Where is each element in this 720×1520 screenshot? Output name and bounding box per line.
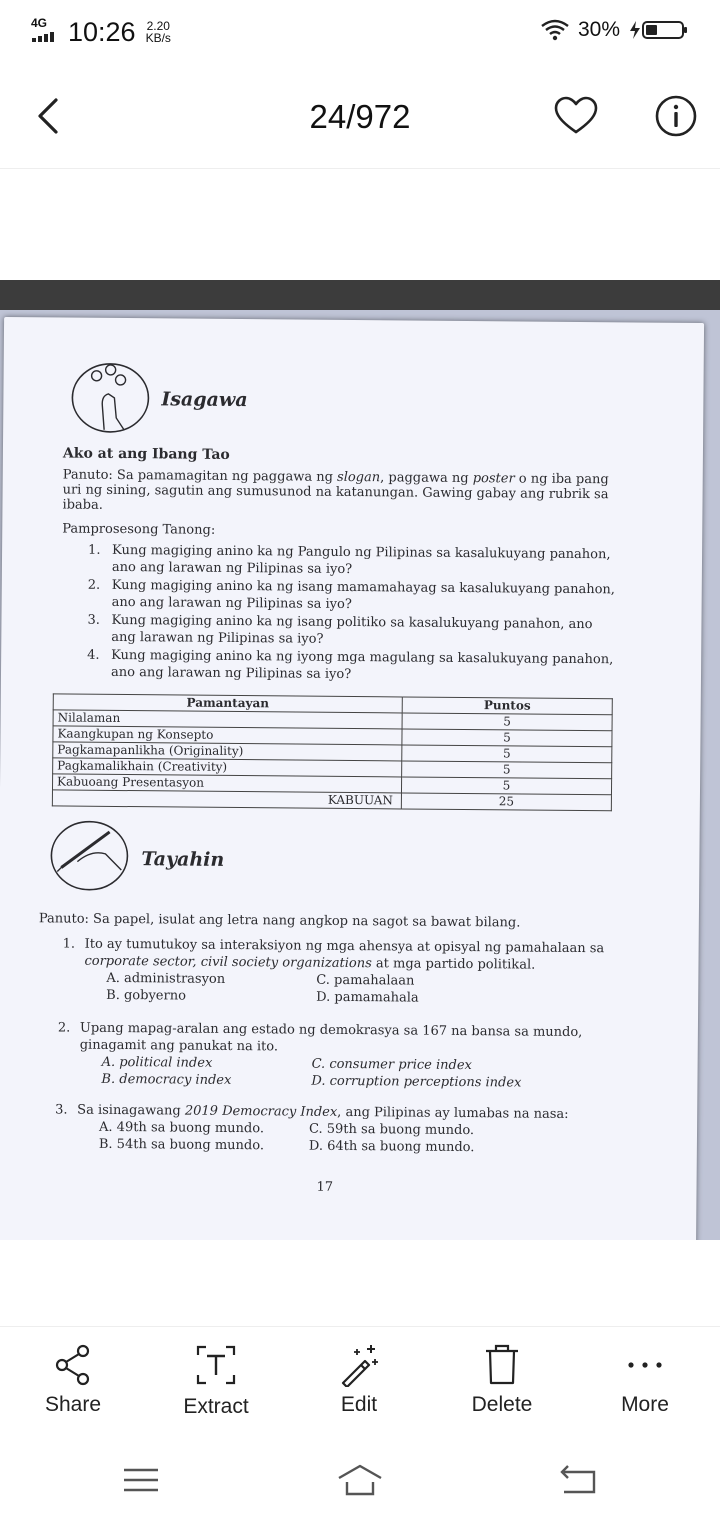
home-icon[interactable] (335, 1462, 385, 1498)
question-item: 1. Kung magiging anino ka ng Pangulo ng Pilipinas sa kasalukuyang panahon, ano ang larawan ng Pilipinas sa iyo? (88, 542, 611, 578)
edit-button[interactable] (304, 1343, 414, 1417)
choice-d: D. 64th sa buong mundo. (308, 1138, 475, 1156)
choice-b: B. democracy index (101, 1071, 232, 1088)
action-toolbar (0, 1326, 720, 1437)
network-type: 4G (31, 16, 48, 30)
trash-icon (482, 1343, 522, 1387)
status-bar (0, 0, 720, 64)
choice-b: B. gobyerno (106, 987, 187, 1004)
favorite-heart-icon[interactable] (554, 96, 598, 136)
share-button[interactable] (18, 1343, 128, 1417)
choice-c: C. consumer price index (311, 1056, 472, 1074)
system-navigation-bar (0, 1440, 720, 1520)
table-row: Kabuoang Presentasyon 5 (52, 774, 611, 795)
status-right (540, 18, 690, 42)
battery-icon (628, 19, 690, 41)
question-item: 2. Kung magiging anino ka ng isang mamamahayag sa kasalukuyang panahon, ano ang larawan ng Pilipinas sa iyo? (87, 577, 616, 613)
edit-label: Edit (340, 1393, 378, 1416)
rubric-col-points: Puntos (402, 697, 612, 715)
more-label: More (621, 1393, 669, 1416)
choice-c: C. 59th sa buong mundo. (308, 1121, 475, 1139)
choice-a: A. administrasyon (106, 970, 226, 987)
choice-d: D. corruption perceptions index (311, 1073, 522, 1091)
speed-value: 2.20 (146, 19, 170, 33)
page-number: 17 (316, 1179, 334, 1195)
isagawa-instruction: Panuto: Sa pamamagitan ng paggawa ng slogan, paggawa ng poster o ng iba pang uri ng sining, sagutin ang sumusunod na katanungan. Gawing gabay ang rubrik sa ibaba. (62, 467, 609, 513)
activity-title: Ako at ang Ibang Tao (62, 445, 230, 463)
rubric-total-row: KABUUAN 25 (52, 790, 611, 811)
hand-with-gears-icon (68, 358, 157, 435)
choice-d: D. pamamahala (316, 989, 419, 1006)
signal-icon (30, 16, 60, 46)
question-3: 3. Sa isinagawang 2019 Democracy Index, ang Pilipinas ay lumabas na nasa: A. 49th sa buong mundo. C. 59th sa buong mundo. B. 54th sa buong mundo. D. 64th sa buong mundo. (55, 1102, 569, 1156)
tayahin-instruction: Panuto: Sa papel, isulat ang letra nang angkop na sagot sa bawat bilang. (38, 911, 521, 931)
menu-icon[interactable] (116, 1462, 166, 1498)
choice-a: A. political index (101, 1054, 213, 1071)
table-row: Kaangkupan ng Konsepto 5 (53, 726, 612, 747)
wifi-icon (540, 19, 570, 41)
battery-percent: 30% (577, 18, 620, 41)
choice-a: A. 49th sa buong mundo. (98, 1119, 265, 1137)
choice-c: C. pamahalaan (316, 972, 415, 989)
magic-wand-icon (337, 1343, 381, 1387)
viewer-header (0, 64, 720, 169)
share-label: Share (44, 1393, 102, 1416)
question-item: 3. Kung magiging anino ka ng isang politiko sa kasalukuyang panahon, ano ang larawan ng Pilipinas sa iyo? (87, 612, 593, 647)
choice-b: B. 54th sa buong mundo. (98, 1136, 265, 1154)
question-item: 4. Kung magiging anino ka ng iyong mga magulang sa kasalukuyang panahon, ano ang larawan ng Pilipinas sa iyo? (87, 647, 614, 683)
speed-unit: KB/s (145, 31, 171, 45)
question-2: 2. Upang mapag-aralan ang estado ng demokrasya sa 167 na bansa sa mundo, ginagamit ang panukat na ito. A. political index C. consumer price index B. democracy index D. corruption perceptions index (57, 1020, 583, 1091)
process-questions (87, 542, 618, 687)
hand-writing-icon (47, 817, 136, 894)
delete-button[interactable] (447, 1343, 557, 1417)
questions-label: Pamprosesong Tanong: (62, 521, 216, 538)
more-button[interactable] (590, 1343, 700, 1417)
info-icon[interactable] (654, 94, 698, 138)
table-row: Pagkamapanlikha (Originality) 5 (53, 742, 612, 763)
table-row: Nilalaman 5 (53, 710, 612, 731)
more-dots-icon (625, 1343, 665, 1387)
section-title-tayahin: Tayahin (141, 848, 225, 871)
clock: 10:26 (68, 17, 136, 47)
section-title-isagawa: Isagawa (161, 388, 248, 412)
extract-text-icon (194, 1343, 238, 1387)
share-icon (53, 1343, 93, 1387)
delete-label: Delete (471, 1393, 533, 1416)
status-left (30, 16, 171, 48)
network-speed (146, 20, 171, 44)
extract-label: Extract (183, 1395, 249, 1418)
document-photo[interactable] (0, 280, 720, 1240)
rubric-table (52, 693, 613, 811)
rubric-col-criteria: Pamantayan (53, 694, 402, 713)
table-row: Pagkamalikhain (Creativity) 5 (53, 758, 612, 779)
question-1: 1. Ito ay tumutukoy sa interaksiyon ng mga ahensya at opisyal ng pamahalaan sa corporate sector, civil society organizations at mga partido politikal. A. administrasyon C. pamahalaan B. gobyerno D. pamamahala (62, 935, 643, 1008)
back-nav-icon[interactable] (554, 1462, 604, 1498)
extract-button[interactable] (161, 1343, 271, 1419)
image-counter: 24/972 (309, 98, 411, 135)
worksheet-page (0, 317, 704, 1240)
